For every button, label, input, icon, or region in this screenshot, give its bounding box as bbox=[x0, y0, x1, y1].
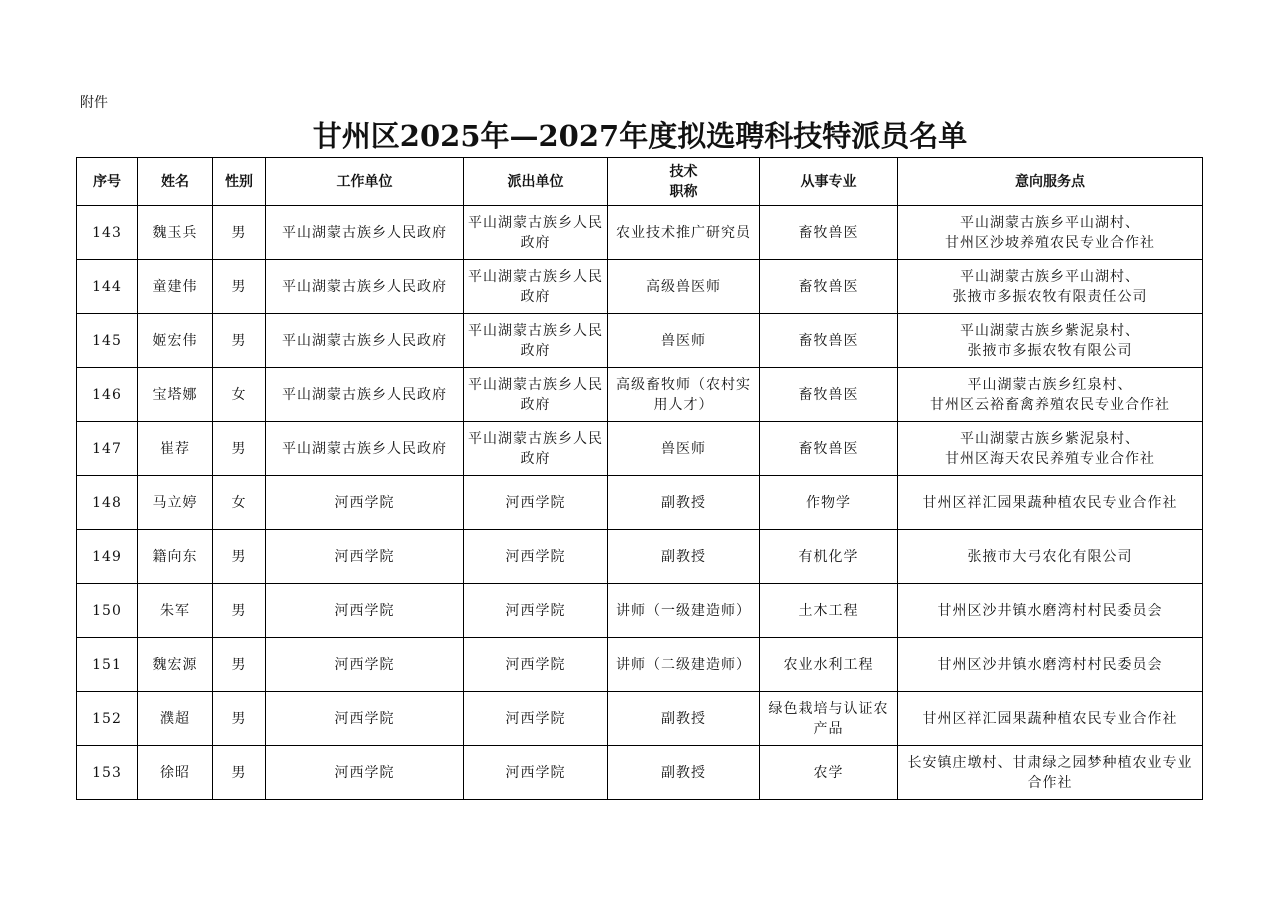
cell-specialty: 绿色栽培与认证农产品 bbox=[760, 692, 898, 746]
cell-name: 徐昭 bbox=[138, 746, 213, 800]
cell-name: 童建伟 bbox=[138, 260, 213, 314]
service-line: 长安镇庄墩村、甘肃绿之园梦种植农业专业合作社 bbox=[907, 754, 1193, 791]
cell-specialty: 畜牧兽医 bbox=[760, 260, 898, 314]
table-row bbox=[77, 476, 1203, 530]
cell-employer: 平山湖蒙古族乡人民政府 bbox=[266, 206, 464, 260]
cell-employer: 平山湖蒙古族乡人民政府 bbox=[266, 368, 464, 422]
cell-no: 143 bbox=[77, 206, 138, 260]
cell-service bbox=[898, 584, 1203, 638]
cell-title: 讲师（一级建造师） bbox=[608, 584, 760, 638]
cell-service bbox=[898, 206, 1203, 260]
cell-name: 宝塔娜 bbox=[138, 368, 213, 422]
service-line: 甘州区沙坡养殖农民专业合作社 bbox=[945, 234, 1155, 251]
cell-employer: 河西学院 bbox=[266, 746, 464, 800]
col-header-title bbox=[608, 158, 760, 206]
cell-service bbox=[898, 314, 1203, 368]
cell-employer: 平山湖蒙古族乡人民政府 bbox=[266, 260, 464, 314]
service-line: 张掖市多振农牧有限公司 bbox=[967, 342, 1133, 359]
table-row bbox=[77, 530, 1203, 584]
cell-employer: 平山湖蒙古族乡人民政府 bbox=[266, 314, 464, 368]
cell-name: 马立婷 bbox=[138, 476, 213, 530]
cell-no: 144 bbox=[77, 260, 138, 314]
table-row bbox=[77, 422, 1203, 476]
cell-dispatch: 平山湖蒙古族乡人民政府 bbox=[464, 260, 608, 314]
cell-gender: 男 bbox=[213, 314, 266, 368]
personnel-table bbox=[76, 157, 1203, 800]
service-line: 平山湖蒙古族乡平山湖村、 bbox=[960, 268, 1140, 285]
cell-gender: 男 bbox=[213, 638, 266, 692]
cell-dispatch: 河西学院 bbox=[464, 476, 608, 530]
cell-service bbox=[898, 260, 1203, 314]
table-row bbox=[77, 314, 1203, 368]
cell-dispatch: 河西学院 bbox=[464, 638, 608, 692]
cell-title: 高级畜牧师（农村实用人才） bbox=[608, 368, 760, 422]
cell-name: 崔荐 bbox=[138, 422, 213, 476]
cell-title: 农业技术推广研究员 bbox=[608, 206, 760, 260]
table-row bbox=[77, 260, 1203, 314]
cell-service bbox=[898, 530, 1203, 584]
cell-name: 籍向东 bbox=[138, 530, 213, 584]
cell-specialty: 畜牧兽医 bbox=[760, 368, 898, 422]
cell-dispatch: 河西学院 bbox=[464, 746, 608, 800]
cell-title: 副教授 bbox=[608, 692, 760, 746]
col-header-no: 序号 bbox=[77, 158, 138, 206]
cell-employer: 河西学院 bbox=[266, 584, 464, 638]
cell-no: 149 bbox=[77, 530, 138, 584]
cell-employer: 河西学院 bbox=[266, 530, 464, 584]
table-row bbox=[77, 638, 1203, 692]
cell-service bbox=[898, 746, 1203, 800]
cell-title: 兽医师 bbox=[608, 422, 760, 476]
cell-dispatch: 平山湖蒙古族乡人民政府 bbox=[464, 206, 608, 260]
cell-gender: 男 bbox=[213, 206, 266, 260]
service-line: 平山湖蒙古族乡平山湖村、 bbox=[960, 214, 1140, 231]
cell-title: 副教授 bbox=[608, 746, 760, 800]
cell-dispatch: 平山湖蒙古族乡人民政府 bbox=[464, 422, 608, 476]
col-header-title-line1: 技术 bbox=[669, 163, 698, 180]
table-row bbox=[77, 746, 1203, 800]
cell-employer: 河西学院 bbox=[266, 476, 464, 530]
col-header-service: 意向服务点 bbox=[898, 158, 1203, 206]
cell-name: 濮超 bbox=[138, 692, 213, 746]
col-header-gender: 性别 bbox=[213, 158, 266, 206]
service-line: 甘州区祥汇园果蔬种植农民专业合作社 bbox=[922, 494, 1178, 511]
cell-service bbox=[898, 422, 1203, 476]
cell-specialty: 作物学 bbox=[760, 476, 898, 530]
cell-name: 朱军 bbox=[138, 584, 213, 638]
cell-service bbox=[898, 638, 1203, 692]
table-body bbox=[77, 206, 1203, 800]
cell-no: 147 bbox=[77, 422, 138, 476]
cell-name: 魏玉兵 bbox=[138, 206, 213, 260]
table-row bbox=[77, 206, 1203, 260]
service-line: 平山湖蒙古族乡紫泥泉村、 bbox=[960, 322, 1140, 339]
cell-no: 148 bbox=[77, 476, 138, 530]
cell-no: 145 bbox=[77, 314, 138, 368]
cell-specialty: 农学 bbox=[760, 746, 898, 800]
cell-gender: 男 bbox=[213, 584, 266, 638]
col-header-title-line2: 职称 bbox=[669, 183, 698, 200]
cell-service bbox=[898, 476, 1203, 530]
cell-dispatch: 河西学院 bbox=[464, 692, 608, 746]
cell-title: 副教授 bbox=[608, 530, 760, 584]
cell-dispatch: 河西学院 bbox=[464, 584, 608, 638]
service-line: 平山湖蒙古族乡红泉村、 bbox=[967, 376, 1133, 393]
service-line: 甘州区沙井镇水磨湾村村民委员会 bbox=[937, 656, 1163, 673]
cell-title: 讲师（二级建造师） bbox=[608, 638, 760, 692]
cell-dispatch: 平山湖蒙古族乡人民政府 bbox=[464, 368, 608, 422]
service-line: 甘州区海天农民养殖专业合作社 bbox=[945, 450, 1155, 467]
cell-no: 150 bbox=[77, 584, 138, 638]
cell-specialty: 有机化学 bbox=[760, 530, 898, 584]
service-line: 甘州区云裕畜禽养殖农民专业合作社 bbox=[930, 396, 1170, 413]
service-line: 张掖市大弓农化有限公司 bbox=[967, 548, 1133, 565]
col-header-name: 姓名 bbox=[138, 158, 213, 206]
cell-gender: 男 bbox=[213, 746, 266, 800]
cell-gender: 男 bbox=[213, 422, 266, 476]
cell-employer: 河西学院 bbox=[266, 692, 464, 746]
cell-specialty: 土木工程 bbox=[760, 584, 898, 638]
cell-dispatch: 河西学院 bbox=[464, 530, 608, 584]
cell-service bbox=[898, 692, 1203, 746]
cell-gender: 女 bbox=[213, 368, 266, 422]
service-line: 甘州区祥汇园果蔬种植农民专业合作社 bbox=[922, 710, 1178, 727]
col-header-dispatch: 派出单位 bbox=[464, 158, 608, 206]
col-header-specialty: 从事专业 bbox=[760, 158, 898, 206]
cell-title: 兽医师 bbox=[608, 314, 760, 368]
service-line: 张掖市多振农牧有限责任公司 bbox=[952, 288, 1148, 305]
cell-no: 152 bbox=[77, 692, 138, 746]
cell-specialty: 畜牧兽医 bbox=[760, 422, 898, 476]
cell-dispatch: 平山湖蒙古族乡人民政府 bbox=[464, 314, 608, 368]
cell-name: 魏宏源 bbox=[138, 638, 213, 692]
cell-gender: 男 bbox=[213, 692, 266, 746]
table-row bbox=[77, 584, 1203, 638]
table-row bbox=[77, 692, 1203, 746]
table-row bbox=[77, 368, 1203, 422]
attachment-label: 附件 bbox=[80, 95, 108, 111]
cell-specialty: 畜牧兽医 bbox=[760, 314, 898, 368]
cell-title: 副教授 bbox=[608, 476, 760, 530]
cell-gender: 男 bbox=[213, 260, 266, 314]
cell-no: 151 bbox=[77, 638, 138, 692]
cell-gender: 女 bbox=[213, 476, 266, 530]
service-line: 甘州区沙井镇水磨湾村村民委员会 bbox=[937, 602, 1163, 619]
cell-title: 高级兽医师 bbox=[608, 260, 760, 314]
document-title: 甘州区2025年—2027年度拟选聘科技特派员名单 bbox=[312, 119, 968, 153]
cell-name: 姬宏伟 bbox=[138, 314, 213, 368]
cell-specialty: 农业水利工程 bbox=[760, 638, 898, 692]
cell-employer: 河西学院 bbox=[266, 638, 464, 692]
cell-employer: 平山湖蒙古族乡人民政府 bbox=[266, 422, 464, 476]
col-header-employer: 工作单位 bbox=[266, 158, 464, 206]
cell-no: 146 bbox=[77, 368, 138, 422]
cell-no: 153 bbox=[77, 746, 138, 800]
cell-specialty: 畜牧兽医 bbox=[760, 206, 898, 260]
cell-gender: 男 bbox=[213, 530, 266, 584]
service-line: 平山湖蒙古族乡紫泥泉村、 bbox=[960, 430, 1140, 447]
cell-service bbox=[898, 368, 1203, 422]
table-header-row bbox=[77, 158, 1203, 206]
